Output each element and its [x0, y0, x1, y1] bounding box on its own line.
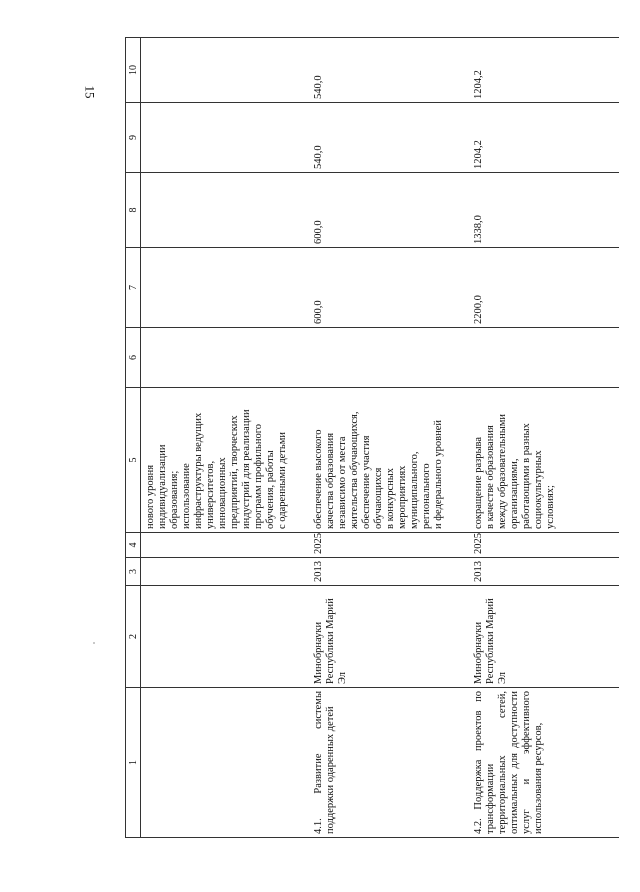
text-line: индивидуализации	[157, 444, 168, 529]
text-line: в качестве образования	[484, 425, 496, 529]
text-line: обеспечение участия	[360, 435, 372, 529]
text-line: работающими в разных	[520, 423, 532, 529]
text-line: в конкурсных	[384, 467, 396, 529]
measure-name-cell: 4.1. Развитие системы поддержки одаренных детей	[309, 688, 469, 838]
funding-cell: 600,0	[309, 173, 469, 248]
text-line: качества образования	[324, 432, 336, 529]
measure-name-cell: 4.2. Поддержка проектов по трансформации территориальных сетей, оптимальных для доступности услуг и эффективного использования ресурсов,	[469, 688, 619, 838]
text-line: между образовательными	[496, 413, 508, 529]
text-line: мероприятиях	[396, 465, 408, 529]
text-line: нового уровня	[145, 464, 156, 529]
funding-cell	[141, 38, 309, 103]
text-line: и федерального уровней	[432, 420, 444, 529]
funding-cell	[141, 248, 309, 328]
text-line: независимо от места	[336, 436, 348, 529]
text-line: условиях;	[544, 485, 556, 529]
text-line: образования;	[169, 470, 180, 529]
column-header: 8	[126, 173, 141, 248]
text-line: обучающихся	[372, 467, 384, 529]
text-line: индустрий для реализации	[241, 409, 252, 529]
text-line: инфраструктуры ведущих	[193, 412, 204, 529]
funding-cell: 600,0	[309, 248, 469, 328]
text-line: жительства обучающихся,	[348, 411, 360, 529]
funding-cell: 1204,2	[469, 103, 619, 173]
text-line: регионального	[420, 463, 432, 529]
scan-speck	[93, 642, 95, 644]
funding-cell: 1338,0	[469, 173, 619, 248]
funding-cell	[141, 173, 309, 248]
column-header: 9	[126, 103, 141, 173]
text-line: социокультурных	[532, 450, 544, 529]
column-header: 3	[126, 558, 141, 586]
text-line: обеспечение высокого	[312, 429, 324, 529]
responsible-executor-cell	[141, 586, 309, 688]
column-header: 6	[126, 328, 141, 388]
text-line: организациями,	[508, 458, 520, 529]
text-line: обучения, работы	[265, 450, 276, 529]
start-year-cell	[141, 558, 309, 586]
end-year-cell: 2025	[309, 533, 469, 558]
measure-name-cell	[141, 688, 309, 838]
column-header: 1	[126, 688, 141, 838]
text-line: инновационных	[217, 457, 228, 529]
expected-result-cell	[309, 388, 469, 533]
column-header: 10	[126, 38, 141, 103]
column-header: 7	[126, 248, 141, 328]
funding-cell: 1204,2	[469, 38, 619, 103]
program-measures-table	[125, 37, 619, 838]
text-line: программ профильного	[253, 424, 264, 529]
text-line: сокращение разрыва	[472, 436, 484, 529]
table-row	[141, 38, 309, 838]
table-row	[309, 38, 469, 838]
text-line: предприятий, творческих	[229, 415, 240, 529]
text-line: использование	[181, 463, 192, 529]
responsible-executor-cell: Минобрнауки Республики Марий Эл	[469, 586, 619, 688]
end-year-cell	[141, 533, 309, 558]
text-line: с одаренными детьми	[277, 432, 288, 529]
funding-cell	[141, 328, 309, 388]
end-year-cell: 2025	[469, 533, 619, 558]
funding-cell: 2200,0	[469, 248, 619, 328]
column-header: 4	[126, 533, 141, 558]
rotated-table-page	[125, 38, 640, 838]
text-line: муниципального,	[408, 451, 420, 529]
funding-cell	[141, 103, 309, 173]
funding-cell: 540,0	[309, 103, 469, 173]
funding-cell	[309, 328, 469, 388]
expected-result-cell	[141, 388, 309, 533]
start-year-cell: 2013	[309, 558, 469, 586]
column-header: 5	[126, 388, 141, 533]
expected-result-cell	[469, 388, 619, 533]
column-number-row	[126, 38, 141, 838]
funding-cell	[469, 328, 619, 388]
start-year-cell: 2013	[469, 558, 619, 586]
funding-cell: 540,0	[309, 38, 469, 103]
text-line: университетов,	[205, 460, 216, 529]
responsible-executor-cell: Минобрнауки Республики Марий Эл	[309, 586, 469, 688]
column-header: 2	[126, 586, 141, 688]
page-number: 15	[82, 85, 97, 99]
table-row	[469, 38, 619, 838]
